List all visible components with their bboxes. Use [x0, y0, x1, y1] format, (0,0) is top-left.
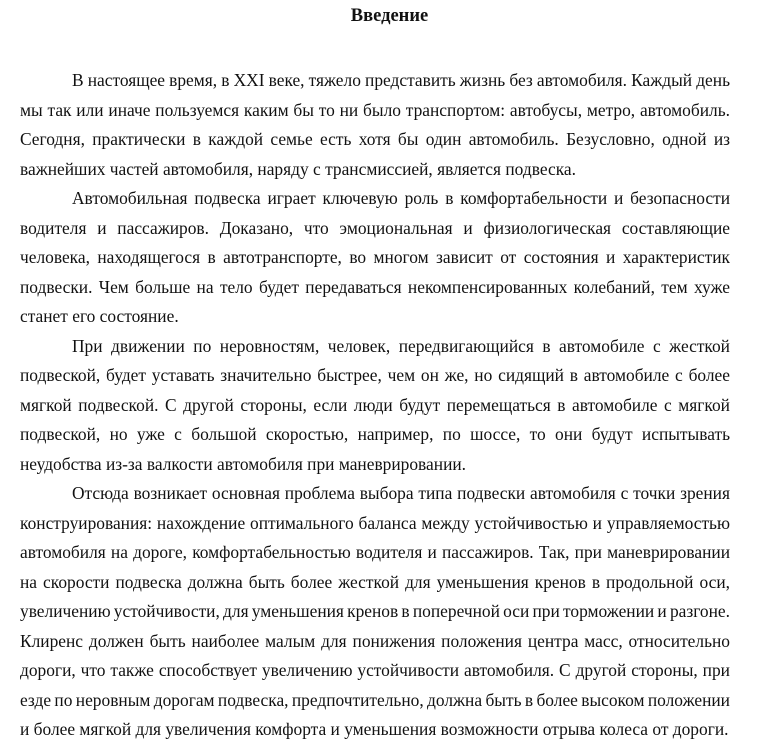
text-line	[20, 184, 730, 214]
text-line	[20, 715, 730, 745]
text-line-content: В настоящее время, в XXI веке, тяжело представить жизнь без автомобиля. Каждый день	[72, 70, 730, 90]
text-line	[20, 391, 730, 421]
document-title: Введение	[350, 6, 429, 26]
text-line	[20, 597, 730, 627]
text-line-content: дороги, что также способствует увеличению устойчивости автомобиля. С другой стороны, при	[20, 660, 730, 680]
text-line-content: подвески. Чем больше на тело будет передаваться некомпенсированных колебаний, тем хуже	[20, 276, 730, 297]
text-line-content: подвеской, но уже с большой скоростью, например, по шоссе, то они будут испытывать	[20, 424, 730, 444]
text-line	[20, 332, 730, 362]
text-line	[20, 273, 730, 303]
text-line	[20, 125, 730, 155]
paragraph	[20, 66, 730, 184]
text-line	[20, 538, 730, 568]
text-line	[20, 96, 730, 126]
text-line-content: Автомобильная подвеска играет ключевую роль в комфортабельности и безопасности	[72, 188, 730, 208]
text-line	[20, 155, 730, 185]
text-line	[20, 627, 730, 657]
text-line-content: мягкой подвеской. С другой стороны, если люди будут перемещаться в автомобиле с мягкой	[20, 394, 730, 415]
text-line-content: мы так или иначе пользуемся каким бы то ни было транспортом: автобусы, метро, автомобиль.	[20, 99, 730, 120]
text-line-content: станет его состояние.	[20, 306, 179, 326]
paragraph	[20, 184, 730, 332]
text-line	[20, 509, 730, 539]
text-line	[20, 214, 730, 244]
text-line-content: автомобиля на дороге, комфортабельностью водителя и пассажиров. Так, при маневрировании	[20, 542, 730, 562]
text-line	[20, 479, 730, 509]
text-line-content: Отсюда возникает основная проблема выбора типа подвески автомобиля с точки зрения	[72, 483, 730, 503]
paragraph	[20, 332, 730, 480]
text-line	[20, 302, 730, 332]
text-line-content: Сегодня, практически в каждой семье есть хотя бы один автомобиль. Безусловно, одной из	[20, 129, 730, 149]
text-line-content: езде по неровным дорогам подвеска, предпочтительно, должна быть в более высоком положении	[20, 689, 730, 710]
document-body	[20, 66, 730, 745]
text-line-content: неудобства из-за валкости автомобиля при маневрировании.	[20, 453, 467, 474]
paragraph	[20, 479, 730, 745]
text-line	[20, 243, 730, 273]
text-line-content: подвеской, будет уставать значительно быстрее, чем он же, но сидящий в автомобиле с более	[20, 365, 730, 385]
text-line-content: водителя и пассажиров. Доказано, что эмоциональная и физиологическая составляющие	[20, 217, 730, 238]
text-line-content: конструирования: нахождение оптимального баланса между устойчивостью и управляемостью	[20, 512, 730, 533]
text-line	[20, 66, 730, 96]
text-line	[20, 568, 730, 598]
text-line	[20, 361, 730, 391]
text-line-content: и более мягкой для увеличения комфорта и уменьшения возможности отрыва колеса от дороги.	[20, 719, 729, 739]
text-line-content: человека, находящегося в автотранспорте, во многом зависит от состояния и характеристик	[20, 247, 730, 267]
text-line	[20, 686, 730, 716]
text-line-content: увеличению устойчивости, для уменьшения кренов в поперечной оси при торможении и разгоне.	[20, 601, 730, 621]
text-line	[20, 656, 730, 686]
text-line-content: на скорости подвеска должна быть более жесткой для уменьшения кренов в продольной оси,	[20, 571, 730, 592]
text-line-content: Клиренс должен быть наиболее малым для понижения положения центра масс, относительно	[20, 630, 730, 651]
text-line-content: При движении по неровностям, человек, передвигающийся в автомобиле с жесткой	[72, 335, 730, 356]
text-line-content: важнейших частей автомобиля, наряду с трансмиссией, является подвеска.	[20, 158, 576, 179]
text-line	[20, 450, 730, 480]
text-line	[20, 420, 730, 450]
